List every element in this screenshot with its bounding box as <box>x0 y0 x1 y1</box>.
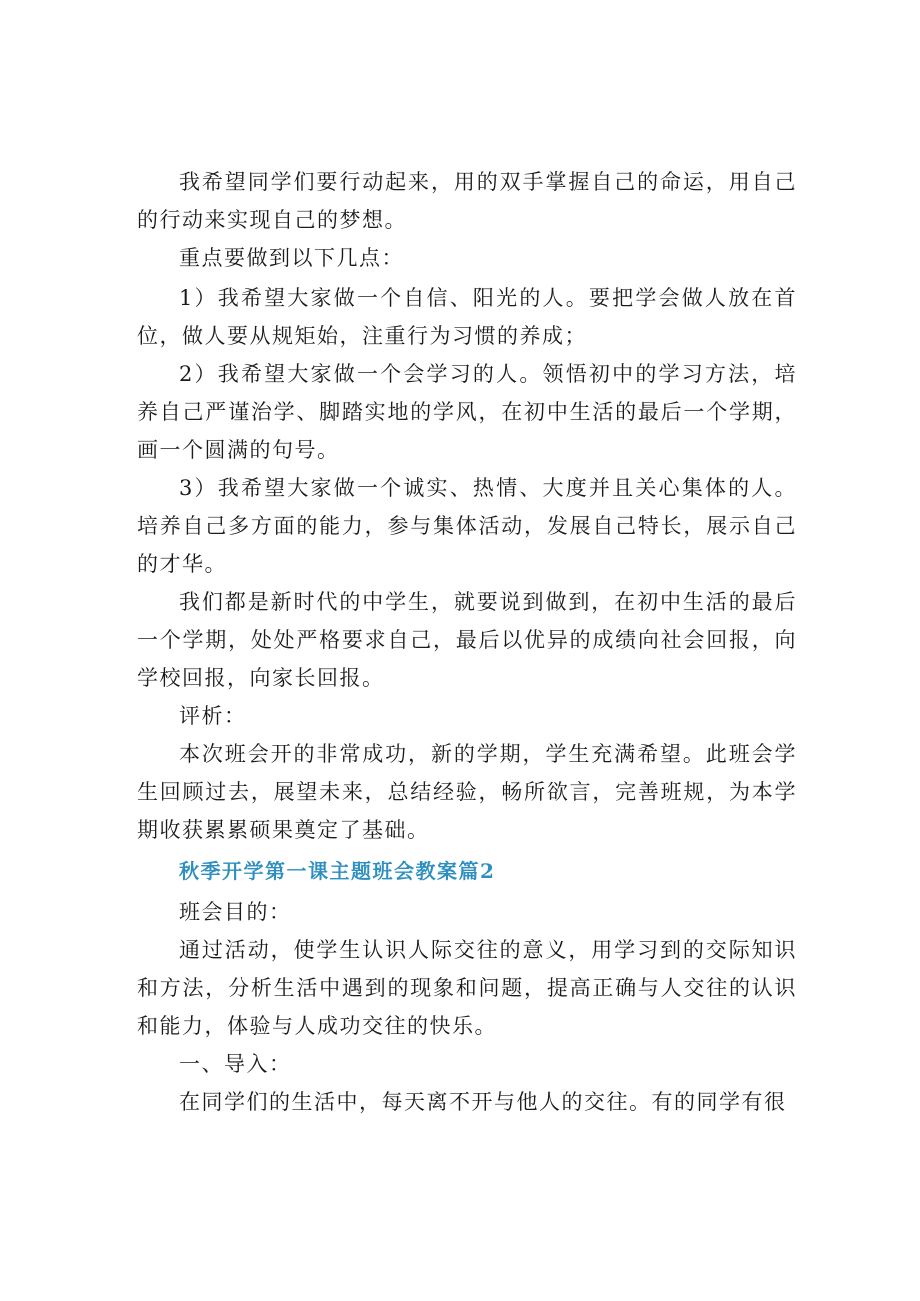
section-heading: 秋季开学第一课主题班会教案篇2 <box>179 859 496 883</box>
paragraph-action: 我希望同学们要行动起来，用的双手掌握自己的命运，用自己的行动来实现自己的梦想。 <box>137 170 797 232</box>
paragraph-goal-label: 班会目的： <box>179 900 292 924</box>
paragraph-review: 本次班会开的非常成功，新的学期，学生充满希望。此班会学生回顾过去，展望未来，总结经验，畅所欲言，完善班规，为本学期收获累累硕果奠定了基础。 <box>137 742 797 842</box>
paragraph-goal: 通过活动，使学生认识人际交往的意义，用学习到的交际知识和方法，分析生活中遇到的现象和问题，提高正确与人交往的认识和能力，体验与人成功交往的快乐。 <box>137 938 797 1038</box>
paragraph-commitment: 我们都是新时代的中学生，就要说到做到，在初中生活的最后一个学期，处处严格要求自己，最后以优异的成绩向社会回报，向学校回报，向家长回报。 <box>137 590 797 690</box>
paragraph-intro-label: 一、导入： <box>179 1052 292 1076</box>
paragraph-point-1: 1）我希望大家做一个自信、阳光的人。要把学会做人放在首位，做人要从规矩始，注重行为习惯的养成； <box>137 286 797 348</box>
paragraph-intro: 在同学们的生活中，每天离不开与他人的交往。有的同学有很 <box>179 1090 787 1114</box>
paragraph-key-points: 重点要做到以下几点： <box>179 246 404 270</box>
paragraph-point-3: 3）我希望大家做一个诚实、热情、大度并且关心集体的人。培养自己多方面的能力，参与集体活动，发展自己特长，展示自己的才华。 <box>137 476 797 576</box>
paragraph-review-label: 评析： <box>179 704 247 728</box>
paragraph-point-2: 2）我希望大家做一个会学习的人。领悟初中的学习方法，培养自己严谨治学、脚踏实地的学风，在初中生活的最后一个学期，画一个圆满的句号。 <box>137 362 797 462</box>
